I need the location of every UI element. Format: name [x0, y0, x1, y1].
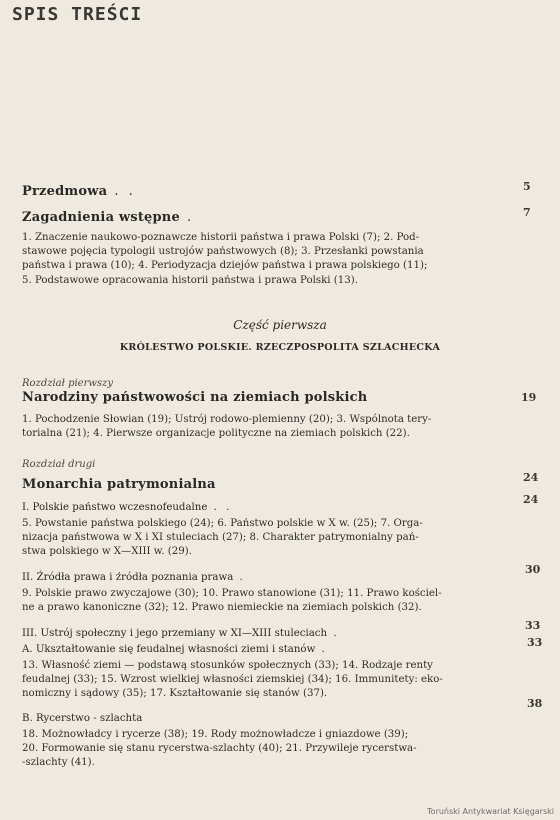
description-line: 5. Powstanie państwa polskiego (24); 6. Państwo polskie w X w. (25); 7. Orga-: [22, 518, 423, 529]
page-title: SPIS TREŚCI: [12, 4, 143, 25]
description-line: stawowe pojęcia typologii ustrojów państwowych (8); 3. Przesłanki powstania: [22, 246, 424, 258]
part-subtitle: KRÓLESTWO POLSKIE. RZECZPOSPOLITA SZLACHECKA: [119, 342, 441, 353]
description-line: -szlachty (41).: [22, 757, 95, 769]
chapter-title: Monarchia patrymonialna: [22, 477, 216, 492]
subsection-title: A. Ukształtowanie się feudalnej własności ziemi i stanów .: [22, 644, 328, 655]
section-description: [22, 587, 500, 615]
toc-entry-zagadnienia: Zagadnienia wstępne .: [22, 210, 195, 225]
subsection-title: B. Rycerstwo - szlachta: [22, 713, 143, 724]
description-line: 5. Podstawowe opracowania historii państwa i prawa Polski (13).: [22, 274, 358, 286]
section-description: [22, 517, 500, 560]
description-line: nizacja państwowa w X i XI stuleciach (27); 8. Charakter patrymonialny pań-: [22, 532, 419, 544]
chapter-page: 19: [521, 391, 537, 404]
section-page: 33: [525, 619, 541, 632]
entry-description: [22, 231, 500, 288]
subsection-description: [22, 728, 500, 771]
subsection-page: 33: [527, 636, 543, 649]
description-line: 18. Możnowładcy i rycerze (38); 19. Rody możnowładcze i gniazdowe (39);: [22, 729, 409, 740]
description-line: 20. Formowanie się stanu rycerstwa-szlachty (40); 21. Przywileje rycerstwa-: [22, 743, 417, 755]
description-line: 13. Własność ziemi — podstawą stosunków społecznych (33); 14. Rodzaje renty: [22, 660, 433, 671]
section-title: I. Polskie państwo wczesnofeudalne . .: [22, 502, 233, 513]
section-title-text: III. Ustrój społeczny i jego przemiany w XI—XIII stuleciach: [22, 628, 328, 639]
section-title: II. Źródła prawa i źródła poznania prawa .: [22, 572, 246, 583]
description-line: stwa polskiego w X—XIII w. (29).: [22, 546, 192, 558]
chapter-label: Rozdział pierwszy: [22, 378, 113, 389]
watermark: Toruński Antykwariat Księgarski: [427, 807, 554, 816]
description-line: państwa i prawa (10); 4. Periodyzacja dziejów państwa i prawa polskiego (11);: [22, 260, 428, 272]
chapter-page: 24: [523, 471, 539, 484]
entry-page: 7: [523, 206, 531, 219]
description-line: 9. Polskie prawo zwyczajowe (30); 10. Prawo stanowione (31); 11. Prawo kościel-: [22, 588, 442, 599]
entry-page: 5: [523, 180, 531, 193]
description-line: 1. Pochodzenie Słowian (19); Ustrój rodowo-plemienny (20); 3. Wspólnota tery-: [22, 414, 432, 425]
description-line: ne a prawo kanoniczne (32); 12. Prawo niemieckie na ziemiach polskich (32).: [22, 602, 422, 614]
section-title-text: II. Źródła prawa i źródła poznania prawa: [22, 572, 234, 583]
description-line: nomiczny i sądowy (35); 17. Kształtowanie się stanów (37).: [22, 688, 328, 700]
description-line: torialna (21); 4. Pierwsze organizacje polityczne na ziemiach polskich (22).: [22, 428, 410, 440]
subsection-title-text: A. Ukształtowanie się feudalnej własności ziemi i stanów: [22, 644, 316, 655]
section-page: 30: [525, 563, 541, 576]
toc-entry-przedmowa: Przedmowa . .: [22, 184, 136, 199]
chapter-title: Narodziny państwowości na ziemiach polskich: [22, 390, 368, 405]
subsection-page: 38: [527, 697, 543, 710]
subsection-description: [22, 659, 500, 702]
chapter-label: Rozdział drugi: [22, 459, 96, 470]
part-title: Część pierwsza: [233, 318, 327, 332]
chapter-description: [22, 413, 500, 441]
description-line: 1. Znaczenie naukowo-poznawcze historii państwa i prawa Polski (7); 2. Pod-: [22, 232, 420, 243]
entry-title: Przedmowa: [22, 184, 108, 199]
section-title-text: I. Polskie państwo wczesnofeudalne: [22, 502, 208, 513]
section-page: 24: [523, 493, 539, 506]
entry-title: Zagadnienia wstępne: [22, 210, 180, 225]
section-title: III. Ustrój społeczny i jego przemiany w XI—XIII stuleciach .: [22, 628, 340, 639]
description-line: feudalnej (33); 15. Wzrost wielkiej własności ziemskiej (34); 16. Immunitety: eko-: [22, 674, 443, 686]
